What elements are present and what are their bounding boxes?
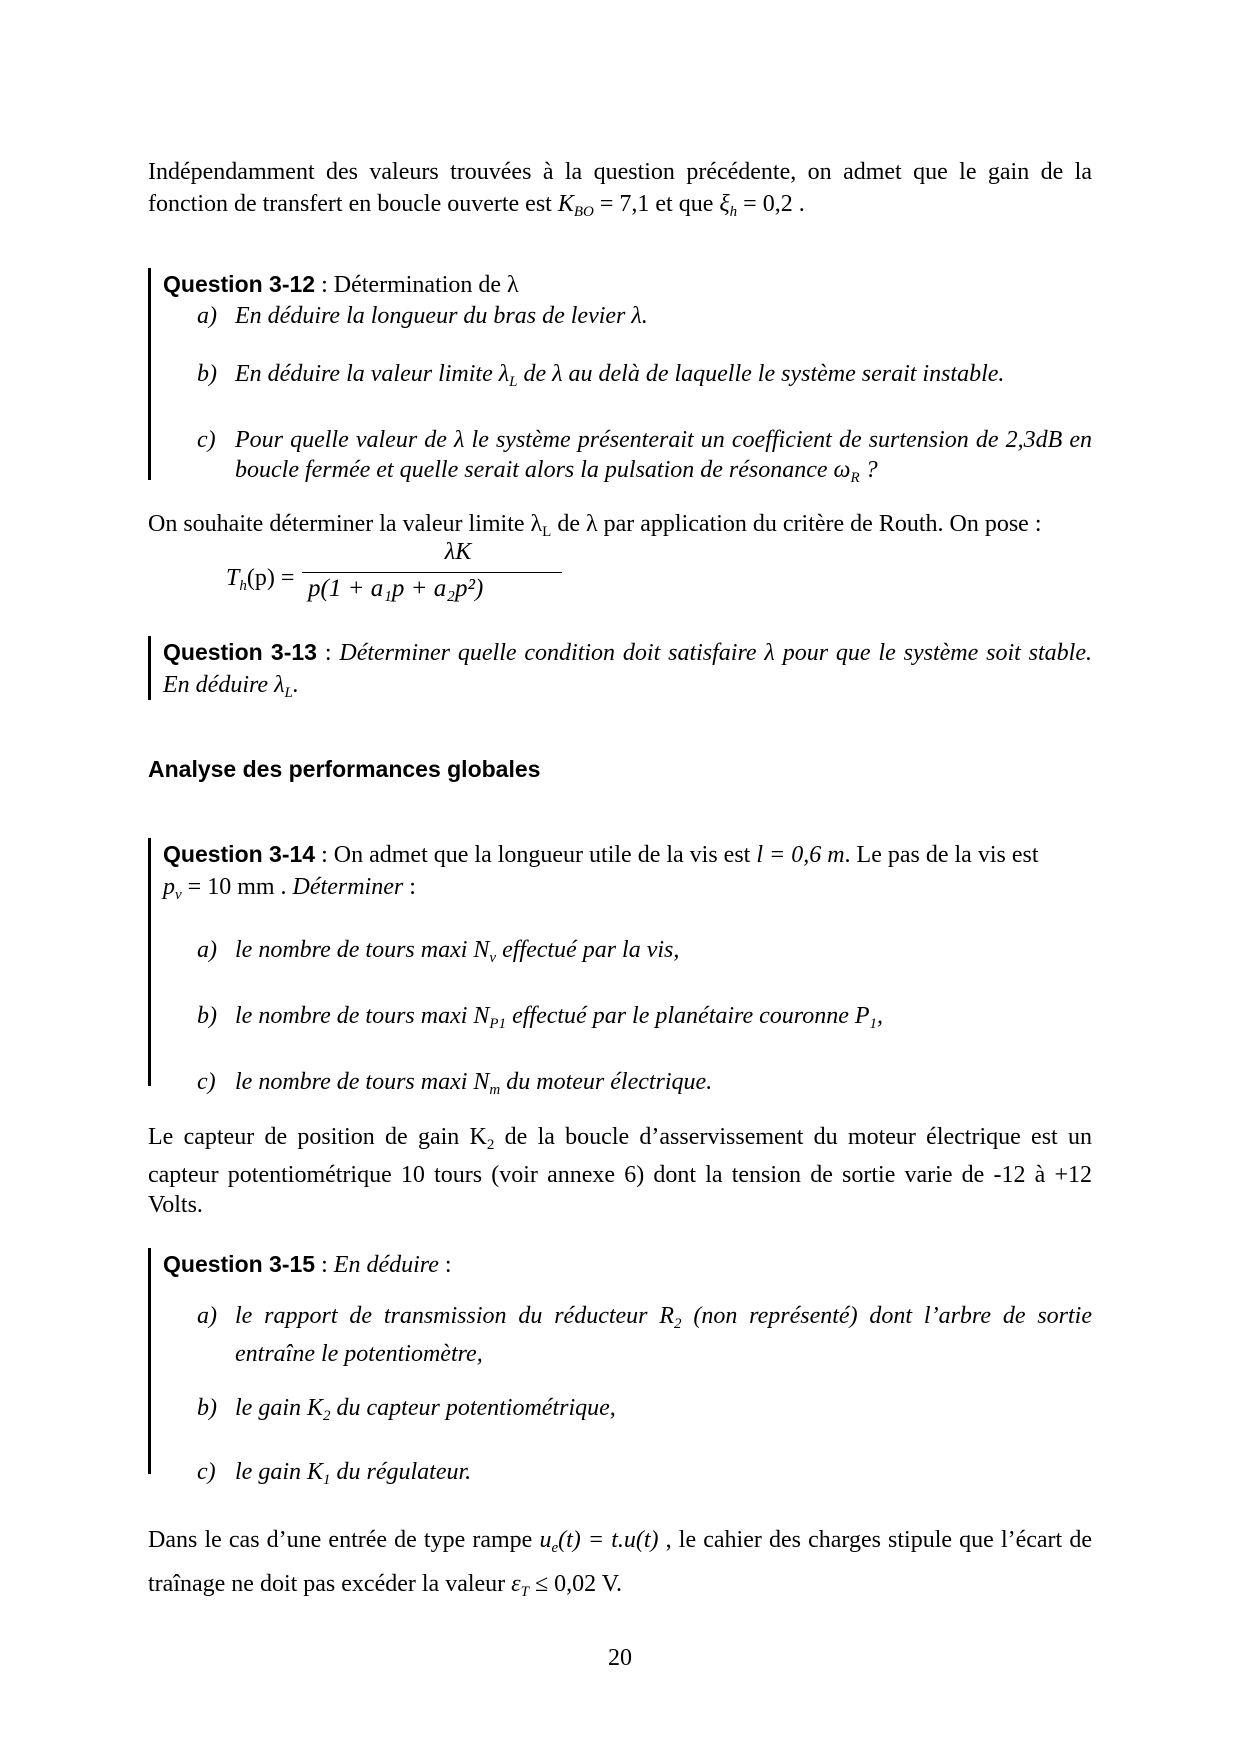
item-text: Pour quelle valeur de λ le système présenterait un coefficient de surtension de 2,3dB en boucle fermée et quelle serait alors la pulsation de résonance ω [235,427,1092,483]
item-label: c) [197,1459,216,1485]
item-text: ? [859,457,878,483]
question-3-15-text [163,1248,1092,1281]
question-label: Question 3-14 [163,841,316,867]
item-subscript: 1 [323,1472,331,1488]
fraction-bar [302,572,562,573]
question-title: : Détermination de λ [315,272,519,298]
kbo-symbol: K [557,191,574,217]
question-3-13-block [148,636,1092,700]
item-text: le nombre de tours maxi N [235,1069,490,1095]
ramp-text: Dans le cas d’une entrée de type rampe [148,1527,540,1553]
list-item [163,425,1092,493]
item-subscript: v [489,950,497,966]
item-subscript: R [850,470,860,486]
ue-expression: (t) = t.u(t) [558,1527,659,1553]
routh-subscript: L [542,524,552,540]
question-label: Question 3-13 [163,639,317,665]
capteur-text: Le capteur de position de gain K [148,1124,487,1150]
eps-symbol: ε [511,1571,521,1597]
formula-lhs [226,565,294,595]
kbo-value: = 7,1 [593,191,650,217]
question-verb: Déterminer [292,874,404,900]
question-3-13-text [163,636,1092,709]
item-text: effectué par la vis, [496,937,680,963]
item-text: effectué par le planétaire couronne P [506,1003,870,1029]
item-subscript: 2 [674,1316,682,1332]
ramp-paragraph [148,1522,1092,1610]
question-3-14-text [163,838,1092,871]
item-label: c) [197,1069,216,1095]
list-item [163,935,1092,973]
list-item [163,359,1092,397]
routh-text: On souhaite déterminer la valeur limite λ [148,511,543,537]
question-3-15-block [148,1248,1092,1488]
item-text: le gain K [235,1459,323,1485]
question-label: Question 3-15 [163,1251,316,1277]
question-sep: : [316,640,340,666]
item-label: c) [197,427,216,453]
item-text: , [877,1003,884,1029]
list-item [163,1457,1092,1495]
list-item [163,301,1092,331]
item-text: du moteur électrique. [500,1069,713,1095]
question-3-12-title [163,268,1092,301]
list-item [163,1393,1092,1431]
intro-text: Indépendamment des valeurs trouvées à la question précédente, on admet que le gain de la fonction de transfert en boucle ouverte est [148,159,1092,217]
question-colon: : [438,1252,452,1278]
ramp-text-2: , le cahier des charges stipule que l’écart de traînage ne doit pas excéder la valeur [148,1527,1092,1597]
item-text: En déduire la valeur limite λ [235,361,510,387]
question-text: Déterminer quelle condition doit satisfaire λ pour que le système soit stable. En déduire λ [163,640,1092,698]
question-sep: . [274,874,293,900]
xi-value: = 0,2 . [737,191,805,217]
item-label: a) [197,937,217,963]
intro-paragraph [148,156,1092,228]
routh-paragraph [148,508,1092,548]
list-item [163,1301,1092,1369]
item-text: de λ au delà de laquelle le système serait instable. [517,361,1005,387]
eps-subscript: T [520,1584,529,1600]
eps-value: ≤ 0,02 V. [528,1571,622,1597]
capteur-text-2: de la boucle d’asservissement du moteur électrique est un capteur potentiométrique 10 tours (voir annexe 6) dont la tension de sortie varie de -12 à +12 Volts. [148,1124,1092,1218]
item-text: (non représenté) dont l’arbre de sortie entraîne le potentiomètre, [235,1303,1092,1367]
ue-symbol: u [539,1527,552,1553]
xi-symbol: ξ [719,191,730,217]
question-text-end: . [292,672,299,698]
routh-text-2: de λ par application du critère de Routh. On pose : [551,511,1042,537]
pv-subscript: v [175,887,182,903]
kbo-subscript: BO [573,204,594,220]
list-item [163,1001,1092,1039]
question-3-12-block [148,268,1092,486]
pv-symbol: p [163,874,175,900]
item-label: a) [197,303,217,329]
length-expression: l = 0,6 m [756,842,845,868]
item-text: En déduire la longueur du bras de levier λ. [235,303,648,329]
page-number: 20 [608,1645,632,1671]
item-label: b) [197,1395,217,1421]
question-text: : On admet que la longueur utile de la vis est [315,842,757,868]
question-text-2: . Le pas de la vis est [844,842,1039,868]
item-text: le gain K [235,1395,323,1421]
item-label: a) [197,1303,217,1329]
question-sep: : [315,1252,334,1278]
item-text: le rapport de transmission du réducteur R [235,1303,674,1329]
ue-subscript: e [551,1540,559,1556]
item-text: du régulateur. [330,1459,472,1485]
item-text: le nombre de tours maxi N [235,1003,490,1029]
item-subscript: m [489,1082,501,1098]
lhs-symbol: T [226,565,240,591]
xi-subscript: h [729,204,738,220]
capteur-subscript: 2 [486,1137,495,1153]
question-verb: En déduire [333,1252,439,1278]
lhs-subscript: h [239,578,247,594]
capteur-paragraph [148,1122,1092,1220]
item-label: b) [197,1003,217,1029]
intro-text-2: et que [649,191,720,217]
question-3-14-block [148,838,1092,1098]
question-subscript: L [284,685,293,701]
item-text: du capteur potentiométrique, [330,1395,616,1421]
item-text: le nombre de tours maxi N [235,937,490,963]
formula-numerator: λK [444,539,472,565]
item-subscript: P1 [489,1016,507,1032]
question-3-14-text-line2 [163,871,1092,911]
section-heading: Analyse des performances globales [148,756,541,782]
lhs-rest: (p) = [246,565,295,591]
list-item [163,1067,1092,1105]
item-subscript: L [509,374,518,390]
item-subscript: 2 [323,1408,331,1424]
pv-value: = 10 mm [181,874,275,900]
question-label: Question 3-12 [163,271,316,297]
item-subscript: 1 [869,1016,878,1032]
question-colon: : [403,874,416,900]
item-label: b) [197,361,217,387]
formula-denominator: p(1 + a₁p + a₂p²) [308,575,484,602]
